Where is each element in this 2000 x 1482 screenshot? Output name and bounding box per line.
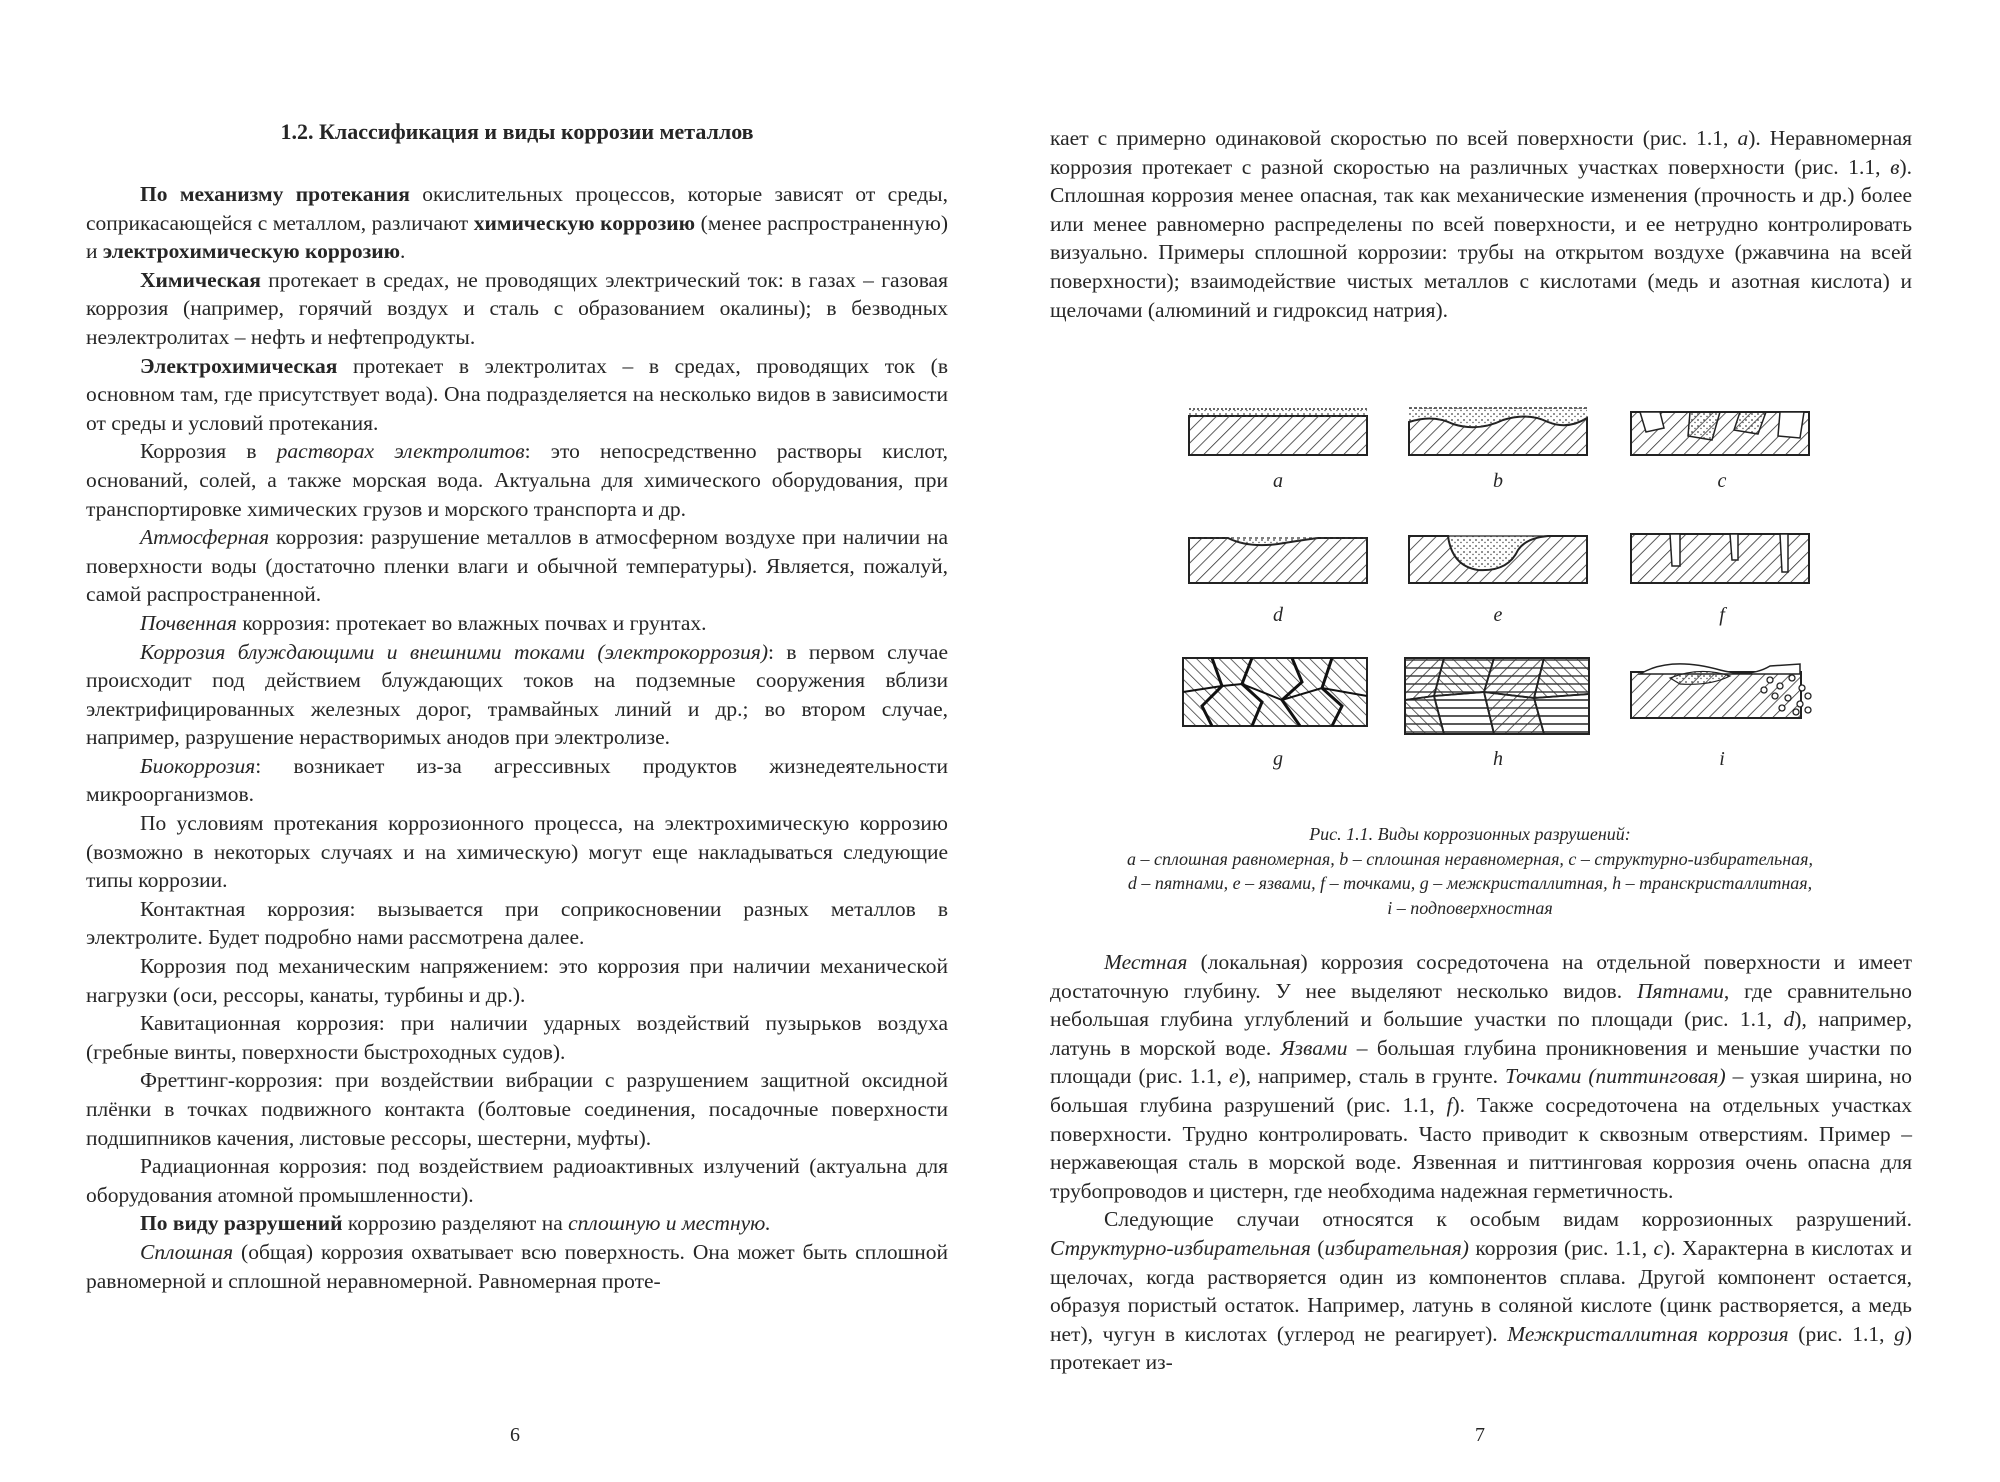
paragraph: Биокоррозия: возникает из-за агрессивных продуктов жизнедеятельности микроорганизмов. [86, 753, 948, 807]
paragraph: Почвенная коррозия: протекает во влажных почвах и грунтах. [140, 610, 707, 635]
paragraph: По виду разрушений коррозию разделяют на сплошную и местную. [140, 1211, 771, 1236]
figure-label-i: i [1719, 748, 1725, 770]
figure-panel-g [1182, 656, 1368, 728]
figure-caption [1000, 822, 1940, 920]
paragraph: Коррозия блуждающими и внешними токами (электрокоррозия): в первом случае происходит под действием блуждающих токов на подземные сооружения вблизи электрифицированных железных дорог, трамвайных линий и др.; во втором случае, например, разрушение нерастворимых анодов при электролизе. [86, 639, 948, 750]
paragraph: Электрохимическая протекает в электролитах – в средах, проводящих ток (в основном там, где присутствует вода). Она подразделяется на несколько видов в зависимости от среды и условий протекания. [86, 353, 948, 435]
left-text-column [86, 116, 948, 1295]
figure-label-b: b [1493, 470, 1503, 492]
right-text-column-top [1050, 124, 1912, 324]
section-heading: 1.2. Классификация и виды коррозии металлов [280, 119, 754, 144]
figure-panel-e [1408, 526, 1588, 584]
right-page [1000, 0, 2000, 1482]
page-number: 6 [510, 1424, 520, 1446]
paragraph: Коррозия под механическим напряжением: это коррозия при наличии механической нагрузки (оси, рессоры, канаты, турбины и др.). [86, 954, 948, 1007]
figure-label-c: c [1717, 470, 1727, 492]
caption-line: a – сплошная равномерная, b – сплошная неравномерная, c – структурно-избирательная, [1126, 848, 1814, 869]
paragraph: По механизму протекания окислительных процессов, которые зависят от среды, соприкасающейся с металлом, различают химическую коррозию (менее распространенную) и электрохимическую коррозию. [86, 182, 948, 264]
figure-panel-d [1188, 526, 1368, 584]
paragraph: Сплошная (общая) коррозия охватывает всю поверхность. Она может быть сплошной равномерной и сплошной неравномерной. Равномерная проте- [86, 1239, 948, 1293]
right-text-column-bottom [1050, 948, 1912, 1377]
figure-panel-b [1408, 406, 1588, 456]
paragraph: Местная (локальная) коррозия сосредоточена на отдельной поверхности и имеет достаточную глубину. У нее выделяют несколько видов. Пятнами, где сравнительно небольшая глубина углублений и большие участки по площади (рис. 1.1, d), например, латунь в морской воде. Язвами – большая глубина проникновения и меньшие участки по площади (рис. 1.1, е), например, сталь в грунте. Точками (питтинговая) – узкая ширина, но большая глубина разрушений (рис. 1.1, f). Также сосредоточена на отдельных участках поверхности. Трудно контролировать. Часто приводит к сквозным отверстиям. Пример – нержавеющая сталь в морской воде. Язвенная и питтинговая коррозия очень опасна для трубопроводов и цистерн, где необходима надежная герметичность. [1050, 950, 1913, 1203]
figure-label-f: f [1719, 604, 1725, 626]
paragraph: По условиям протекания коррозионного процесса, на электрохимическую коррозию (возможно в некоторых случаях и на химическую) могут еще накладываться следующие типы коррозии. [86, 811, 948, 893]
figure-label-e: e [1493, 604, 1503, 626]
caption-title: Рис. 1.1. Виды коррозионных разрушений: [1309, 824, 1631, 844]
figure-label-h: h [1493, 748, 1503, 770]
paragraph: Атмосферная коррозия: разрушение металлов в атмосферном воздухе при наличии на поверхности воды (достаточно пленки влаги и обычной температуры). Является, пожалуй, самой распространенной. [86, 525, 948, 607]
figure-label-g: g [1273, 748, 1283, 770]
paragraph: Химическая протекает в средах, не проводящих электрический ток: в газах – газовая коррозия (например, горячий воздух и сталь с образованием окалины); в безводных неэлектролитах – нефть и нефтепродукты. [86, 267, 948, 349]
paragraph: кает с примерно одинаковой скоростью по всей поверхности (рис. 1.1, а). Неравномерная коррозия протекает с разной скоростью на различных участках поверхности (рис. 1.1, в). Сплошная коррозия менее опасная, так как механические изменения (прочность и др.) более или менее равномерно распределены по всей поверхности, и ее нетрудно контролировать визуально. Примеры сплошной коррозии: трубы на открытом воздухе (ржавчина на всей поверхности); взаимодействие чистых металлов с кислотами (медь и азотная кислота) и щелочами (алюминий и гидроксид натрия). [1050, 126, 1912, 322]
figure-label-d: d [1273, 604, 1283, 626]
figure-label-a: a [1273, 470, 1283, 492]
paragraph: Коррозия в растворах электролитов: это непосредственно растворы кислот, оснований, солей, а также морская вода. Актуальна для химического оборудования, при транспортировке химических грузов и морского транспорта и др. [86, 439, 948, 521]
caption-line: i – подповерхностная [1387, 897, 1553, 918]
paragraph: Контактная коррозия: вызывается при соприкосновении разных металлов в электролите. Будет подробно нами рассмотрена далее. [86, 896, 948, 950]
paragraph: Радиационная коррозия: под воздействием радиоактивных излучений (актуальна для оборудования атомной промышленности). [86, 1154, 948, 1207]
caption-line: d – пятнами, e – язвами, f – точками, g – межкристаллитная, h – транскристаллитная, [1127, 873, 1813, 893]
figure-panel-f [1630, 526, 1810, 584]
paragraph: Фреттинг-коррозия: при воздействии вибрации с разрушением защитной оксидной плёнки в точках подвижного контакта (болтовые соединения, посадочные поверхности подшипников качения, листовые рессоры, шестерни, муфты). [86, 1068, 948, 1150]
paragraph: Кавитационная коррозия: при наличии ударных воздействий пузырьков воздуха (гребные винты, поверхности быстроходных судов). [86, 1011, 948, 1064]
corrosion-figure [1130, 398, 1730, 828]
figure-panel-h [1404, 656, 1590, 736]
page-number: 7 [1475, 1424, 1485, 1446]
figure-panel-c [1630, 406, 1810, 456]
figure-panel-i [1630, 656, 1816, 720]
figure-panel-a [1188, 406, 1368, 456]
paragraph: Следующие случаи относятся к особым видам коррозионных разрушений. Структурно-избирательная (избирательная) коррозия (рис. 1.1, с). Характерна в кислотах и щелочах, когда растворяется один из компонентов сплава. Другой компонент остается, образуя пористый остаток. Например, латунь в соляной кислоте (цинк растворяется, а медь нет), чугун в кислотах (углерод не реагирует). Межкристаллитная коррозия (рис. 1.1, g) протекает из- [1050, 1207, 1913, 1375]
